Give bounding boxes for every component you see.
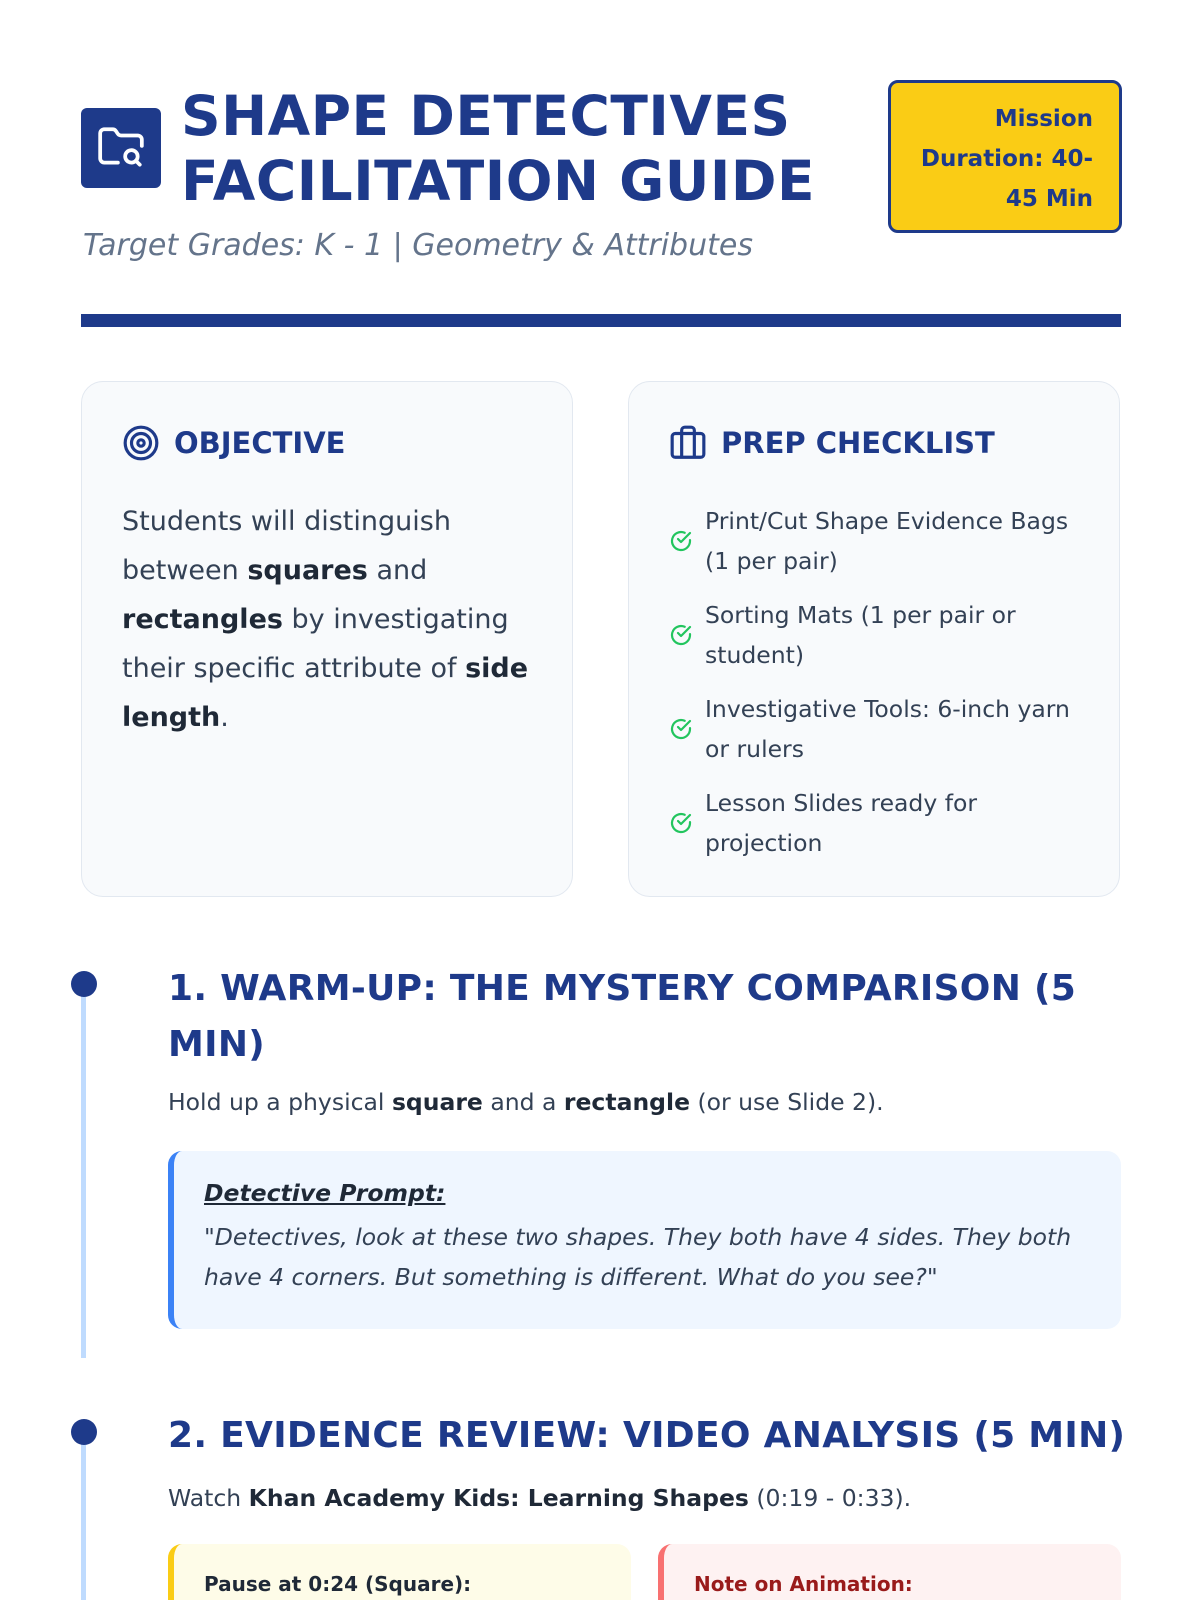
prep-heading <box>669 424 995 462</box>
check-circle-icon <box>669 717 693 741</box>
prep-checklist-card <box>628 381 1120 897</box>
header-divider <box>81 314 1121 327</box>
pause-note: Pause at 0:24 (Square): <box>168 1544 631 1600</box>
prep-title: PREP CHECKLIST <box>721 426 995 460</box>
page-title <box>181 84 871 214</box>
timeline-line-2 <box>81 1434 86 1600</box>
timeline-line-1 <box>81 990 86 1358</box>
objective-card <box>81 381 573 897</box>
section-1-text: Hold up a physical square and a rectangle (or use Slide 2). <box>168 1088 884 1116</box>
prompt-quote: "Detectives, look at these two shapes. They both have 4 sides. They both have 4 corners. But something is different. What do you see?" <box>204 1223 1072 1291</box>
prep-checklist <box>669 494 1099 870</box>
objective-heading <box>122 424 345 462</box>
checklist-item: Print/Cut Shape Evidence Bags (1 per pair) <box>669 494 1099 588</box>
duration-badge: Mission Duration: 40-45 Min <box>888 80 1122 233</box>
title-line-1: SHAPE DETECTIVES <box>181 84 791 148</box>
timeline-dot-1 <box>71 971 97 997</box>
folder-search-icon <box>81 108 161 188</box>
briefcase-icon <box>669 424 707 462</box>
section-2-text: Watch Khan Academy Kids: Learning Shapes (0:19 - 0:33). <box>168 1484 912 1512</box>
section-1-title: 1. WARM-UP: THE MYSTERY COMPARISON (5 MIN) <box>168 968 1077 1065</box>
page-header <box>81 80 1121 280</box>
timeline-dot-2 <box>71 1419 97 1445</box>
section-2-title: 2. EVIDENCE REVIEW: VIDEO ANALYSIS (5 MIN) <box>168 1415 1126 1456</box>
prompt-label: Detective Prompt: <box>204 1179 446 1207</box>
check-circle-icon <box>669 529 693 553</box>
objective-text: Students will distinguish between squares and rectangles by investigating their specific attribute of side length. <box>122 506 529 733</box>
detective-prompt-box <box>168 1151 1121 1329</box>
check-circle-icon <box>669 623 693 647</box>
check-circle-icon <box>669 811 693 835</box>
checklist-item: Sorting Mats (1 per pair or student) <box>669 588 1099 682</box>
objective-title: OBJECTIVE <box>174 426 346 460</box>
checklist-item: Investigative Tools: 6-inch yarn or rulers <box>669 682 1099 776</box>
checklist-item: Lesson Slides ready for projection <box>669 776 1099 870</box>
title-line-2: FACILITATION GUIDE <box>181 149 816 213</box>
page-subtitle: Target Grades: K - 1 | Geometry & Attributes <box>83 228 753 263</box>
animation-note: Note on Animation: <box>658 1544 1121 1600</box>
target-icon <box>122 424 160 462</box>
